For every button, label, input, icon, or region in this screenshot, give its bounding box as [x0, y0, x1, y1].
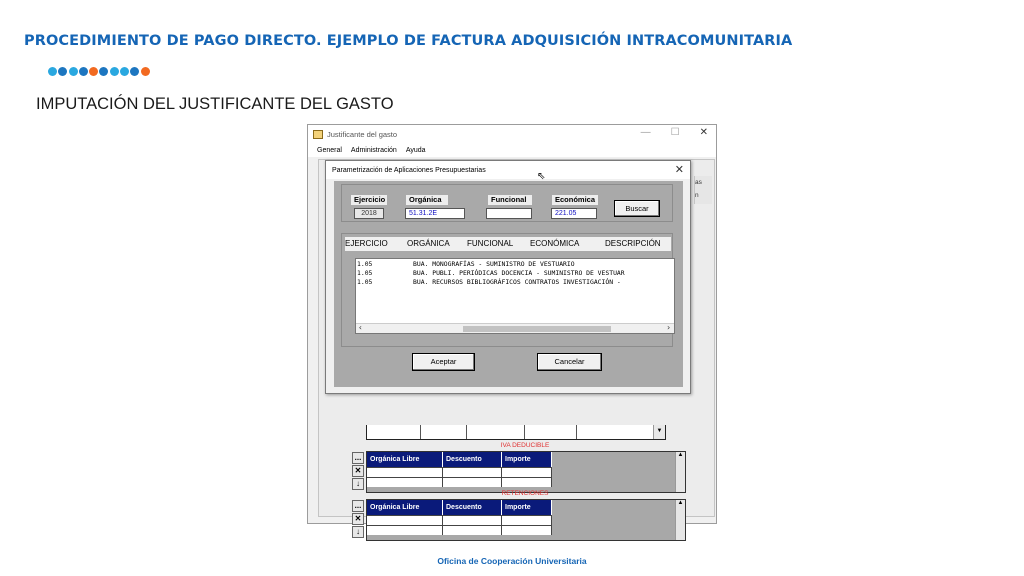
organica-field[interactable]: 51.31.2E — [405, 208, 465, 219]
decorative-dot — [48, 67, 57, 76]
vertical-scrollbar[interactable]: ▲ — [675, 500, 685, 540]
iva-deducible-label: IVA DEDUCIBLE — [500, 442, 550, 449]
decorative-dot — [120, 67, 129, 76]
col-header-organica-libre[interactable]: Orgánica Libre — [367, 500, 443, 515]
horizontal-scrollbar[interactable] — [356, 323, 674, 333]
close-icon[interactable]: ✕ — [674, 164, 684, 176]
ellipsis-button[interactable]: ... — [352, 452, 364, 464]
ejercicio-label: Ejercicio — [351, 195, 387, 205]
col-header-descripcion[interactable]: DESCRIPCIÓN — [605, 239, 661, 248]
list-item-code: 1.05 — [357, 278, 373, 286]
retenciones-grid — [366, 499, 686, 541]
funcional-label: Funcional — [488, 195, 532, 205]
decorative-dot — [69, 67, 78, 76]
footer-text: Oficina de Cooperación Universitaria — [437, 556, 587, 566]
decorative-dots — [48, 67, 150, 76]
parametrizacion-dialog — [325, 160, 691, 394]
col-header-funcional[interactable]: FUNCIONAL — [467, 239, 514, 248]
sort-icon[interactable]: ↓ — [352, 526, 364, 538]
upper-grid-fragment — [366, 425, 666, 440]
menu-ayuda[interactable]: Ayuda — [405, 146, 426, 154]
scroll-right-icon[interactable]: › — [666, 323, 671, 332]
dialog-titlebar[interactable] — [326, 161, 690, 179]
decorative-dot — [141, 67, 150, 76]
organica-label: Orgánica — [406, 195, 448, 205]
list-item-description: BUA. PUBLI. PERIÓDICAS DOCENCIA - SUMINISTRO DE VESTUAR — [413, 269, 625, 277]
ejercicio-field[interactable]: 2018 — [354, 208, 384, 219]
col-header-importe[interactable]: Importe — [502, 452, 552, 467]
decorative-dot — [110, 67, 119, 76]
list-item-description: BUA. RECURSOS BIBLIOGRÁFICOS CONTRATOS INVESTIGACIÓN - — [413, 278, 621, 286]
list-item[interactable] — [357, 278, 673, 287]
app-icon — [313, 130, 323, 139]
decorative-dot — [130, 67, 139, 76]
economica-label: Económica — [552, 195, 598, 205]
table-row[interactable] — [367, 477, 552, 487]
tab-fragment[interactable]: n — [695, 192, 699, 199]
cancelar-button[interactable]: Cancelar — [537, 353, 602, 371]
window-title: Justificante del gasto — [327, 129, 398, 139]
col-header-descuento[interactable]: Descuento — [443, 452, 502, 467]
decorative-dot — [79, 67, 88, 76]
buscar-button[interactable]: Buscar — [614, 200, 660, 217]
list-item-description: BUA. MONOGRAFÍAS - SUMINISTRO DE VESTUARIO — [413, 260, 575, 268]
dialog-title: Parametrización de Aplicaciones Presupuestarias — [332, 166, 486, 174]
delete-icon[interactable]: ✕ — [352, 513, 364, 525]
aceptar-button[interactable]: Aceptar — [412, 353, 475, 371]
dialog-content — [334, 181, 683, 387]
col-header-economica[interactable]: ECONÓMICA — [530, 239, 580, 248]
results-column-headers — [345, 237, 671, 251]
retenciones-label: RETENCIONES — [501, 490, 549, 497]
vertical-scrollbar[interactable]: ▲ — [675, 452, 685, 492]
slide-title: PROCEDIMIENTO DE PAGO DIRECTO. EJEMPLO DE FACTURA ADQUISICIÓN INTRACOMUNITARIA — [24, 33, 793, 49]
window-titlebar[interactable] — [308, 125, 716, 143]
table-row[interactable] — [367, 525, 552, 535]
col-header-descuento[interactable]: Descuento — [443, 500, 502, 515]
menu-bar — [308, 143, 716, 157]
economica-field[interactable]: 221.05 — [551, 208, 597, 219]
dropdown-arrow-icon[interactable]: ▼ — [653, 425, 665, 439]
table-row[interactable] — [367, 467, 552, 477]
list-item[interactable] — [357, 260, 673, 269]
col-header-ejercicio[interactable]: EJERCICIO — [345, 239, 388, 248]
minimize-icon[interactable]: — — [640, 127, 651, 138]
slide-subtitle: IMPUTACIÓN DEL JUSTIFICANTE DEL GASTO — [36, 95, 394, 113]
col-header-importe[interactable]: Importe — [502, 500, 552, 515]
col-header-organica-libre[interactable]: Orgánica Libre — [367, 452, 443, 467]
delete-icon[interactable]: ✕ — [352, 465, 364, 477]
list-item[interactable] — [357, 269, 673, 278]
filter-panel — [341, 184, 673, 222]
iva-grid — [366, 451, 686, 493]
list-item-code: 1.05 — [357, 260, 373, 268]
close-icon[interactable]: ✕ — [699, 127, 708, 138]
decorative-dot — [89, 67, 98, 76]
ellipsis-button[interactable]: ... — [352, 500, 364, 512]
col-header-organica[interactable]: ORGÁNICA — [407, 239, 450, 248]
mouse-cursor-icon: ⇖ — [537, 171, 546, 182]
scroll-left-icon[interactable]: ‹ — [358, 323, 363, 332]
maximize-icon[interactable]: ☐ — [670, 127, 680, 138]
sort-icon[interactable]: ↓ — [352, 478, 364, 490]
menu-administracion[interactable]: Administración — [350, 146, 397, 154]
scrollbar-thumb[interactable] — [463, 326, 611, 332]
tab-fragment[interactable]: as — [695, 179, 702, 186]
results-listbox[interactable] — [355, 258, 675, 334]
menu-general[interactable]: General — [317, 146, 342, 154]
funcional-field[interactable] — [486, 208, 532, 219]
list-item-code: 1.05 — [357, 269, 373, 277]
decorative-dot — [58, 67, 67, 76]
tab-fragments — [694, 176, 712, 204]
results-panel — [341, 233, 673, 347]
decorative-dot — [99, 67, 108, 76]
table-row[interactable] — [367, 515, 552, 525]
